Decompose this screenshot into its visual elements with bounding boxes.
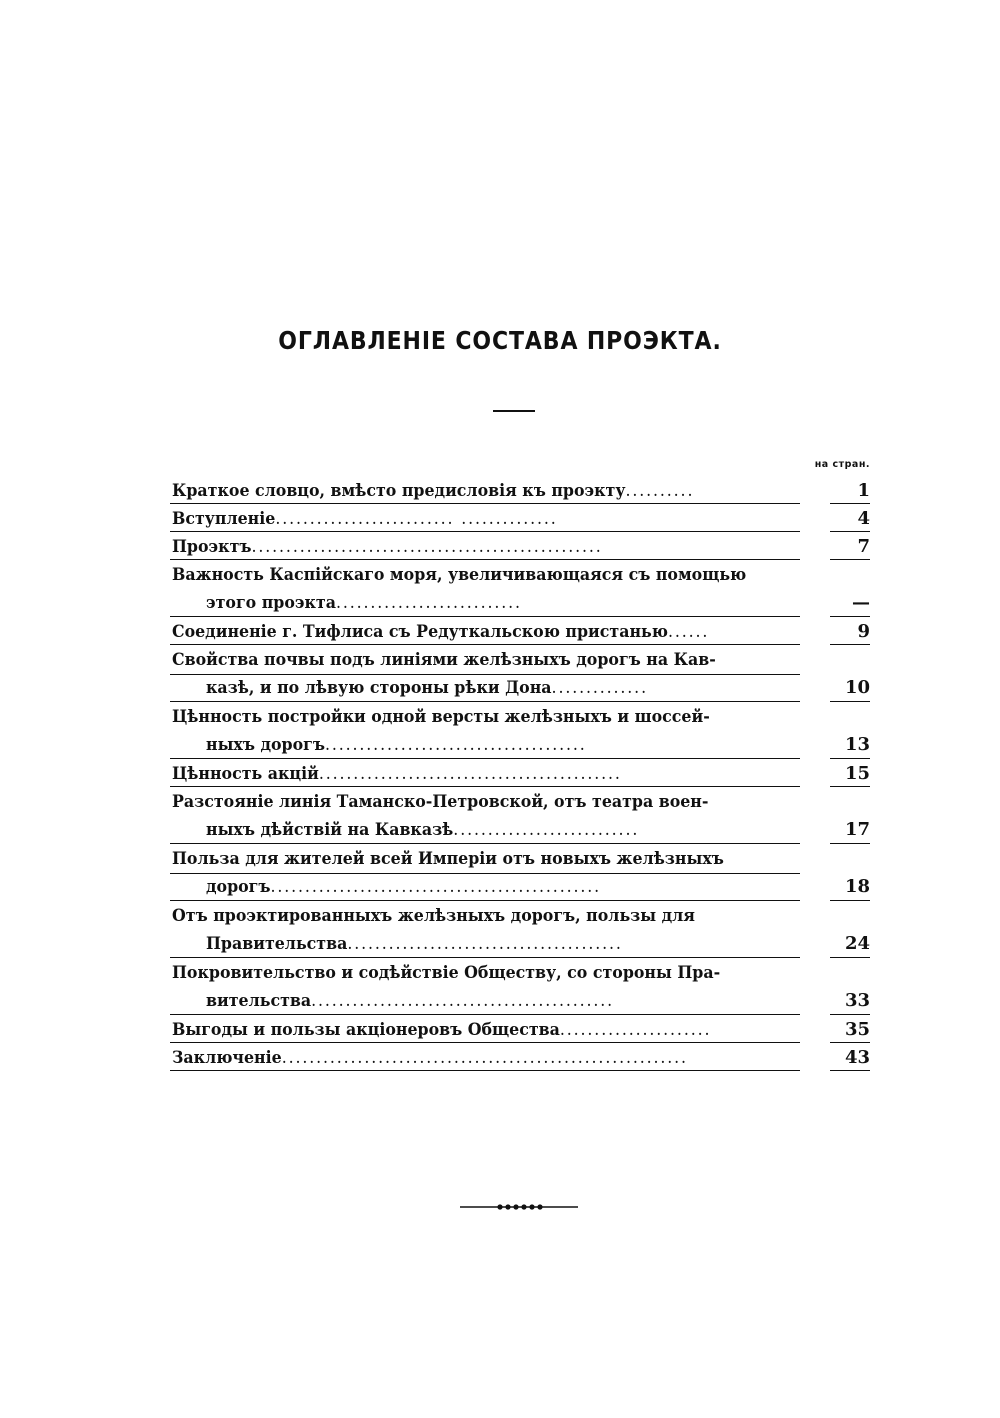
entry-title-continued: ныхъ дѣйствій на Кавказѣ........................... xyxy=(206,820,640,840)
entry-title: Польза для жителей всей Имперіи отъ новыхъ желѣзныхъ xyxy=(172,849,724,869)
underline xyxy=(170,786,800,787)
page-underline xyxy=(830,531,870,532)
page-underline xyxy=(830,616,870,617)
page-number: 9 xyxy=(857,621,870,642)
entry-title: Покровительство и содѣйствіе Обществу, со стороны Пра- xyxy=(172,963,721,983)
end-ornament xyxy=(460,1201,578,1213)
page-number: — xyxy=(852,592,870,613)
page-number: 7 xyxy=(857,536,870,557)
page-underline xyxy=(830,843,870,844)
underline xyxy=(170,1014,800,1015)
toc-entry[interactable] xyxy=(170,845,870,902)
entry-title: Разстояніе линія Таманско-Петровской, отъ театра воен- xyxy=(172,792,709,812)
toc-entry[interactable] xyxy=(170,561,870,618)
underline xyxy=(170,531,800,532)
toc-entry[interactable] xyxy=(170,1016,870,1044)
underline xyxy=(170,1042,800,1043)
entry-title-continued: Правительства........................................ xyxy=(206,934,623,954)
page-number: 4 xyxy=(857,508,870,529)
page-underline xyxy=(830,701,870,702)
page-number: 1 xyxy=(857,480,870,501)
toc-entry[interactable] xyxy=(170,959,870,1016)
page-title: ОГЛАВЛЕНІЕ СОСТАВА ПРОЭКТА. xyxy=(278,326,722,355)
entry-title: Свойства почвы подъ линіями желѣзныхъ дорогъ на Кав- xyxy=(172,650,716,670)
entry-title: Цѣнность акцій............................................ xyxy=(172,764,622,784)
entry-title: Краткое словцо, вмѣсто предисловія къ проэкту.......... xyxy=(172,481,695,501)
underline xyxy=(170,644,800,645)
page-number: 24 xyxy=(844,933,870,954)
underline xyxy=(170,758,800,759)
toc-entry[interactable] xyxy=(170,902,870,959)
page-underline xyxy=(830,503,870,504)
page-number: 15 xyxy=(844,763,870,784)
underline xyxy=(170,616,800,617)
toc-entry[interactable] xyxy=(170,1044,870,1072)
entry-title: Вступленіе.......................... .............. xyxy=(172,509,558,529)
underline xyxy=(170,559,800,560)
page-underline xyxy=(830,1042,870,1043)
page-underline xyxy=(830,957,870,958)
page-underline xyxy=(830,644,870,645)
page-number: 13 xyxy=(844,734,870,755)
underline xyxy=(170,503,800,504)
entry-title-continued: казѣ, и по лѣвую стороны рѣки Дона.............. xyxy=(206,678,648,698)
toc-entry[interactable] xyxy=(170,760,870,788)
page-number: 10 xyxy=(844,677,870,698)
underline xyxy=(170,701,800,702)
page-number: 35 xyxy=(844,1019,870,1040)
table-of-contents xyxy=(170,477,870,1072)
page-underline xyxy=(830,1070,870,1071)
entry-title-continued: ныхъ дорогъ...................................... xyxy=(206,735,587,755)
underline xyxy=(170,900,800,901)
entry-title: Заключеніе........................................................... xyxy=(172,1048,688,1068)
underline xyxy=(170,1070,800,1071)
toc-entry[interactable] xyxy=(170,788,870,845)
page-number: 33 xyxy=(844,990,870,1011)
page-underline xyxy=(830,900,870,901)
page-number: 18 xyxy=(844,876,870,897)
toc-entry[interactable] xyxy=(170,477,870,505)
entry-title-continued: дорогъ................................................ xyxy=(206,877,602,897)
page-underline xyxy=(830,758,870,759)
toc-entry[interactable] xyxy=(170,646,870,703)
entry-title-continued: вительства............................................ xyxy=(206,991,615,1011)
page-underline xyxy=(830,1014,870,1015)
entry-title: Соединеніе г. Тифлиса съ Редуткальскою пристанью...... xyxy=(172,622,710,642)
entry-title: Проэктъ................................................... xyxy=(172,537,603,557)
toc-entry[interactable] xyxy=(170,703,870,760)
page-number: 43 xyxy=(844,1047,870,1068)
page-number: 17 xyxy=(844,819,870,840)
title-rule xyxy=(493,410,535,412)
entry-title: Отъ проэктированныхъ желѣзныхъ дорогъ, пользы для xyxy=(172,906,695,926)
toc-entry[interactable] xyxy=(170,618,870,646)
entry-title: Выгоды и пользы акціонеровъ Общества...................... xyxy=(172,1020,712,1040)
toc-entry[interactable] xyxy=(170,533,870,561)
toc-entry[interactable] xyxy=(170,505,870,533)
page-underline xyxy=(830,786,870,787)
entry-title: Цѣнность постройки одной версты желѣзныхъ и шоссей- xyxy=(172,707,710,727)
page-column-header: на стран. xyxy=(814,459,870,470)
entry-title: Важность Каспійскаго моря, увеличивающаяся съ помощью xyxy=(172,565,747,585)
page-underline xyxy=(830,559,870,560)
underline xyxy=(170,957,800,958)
entry-title-continued: этого проэкта........................... xyxy=(206,593,522,613)
underline xyxy=(170,843,800,844)
